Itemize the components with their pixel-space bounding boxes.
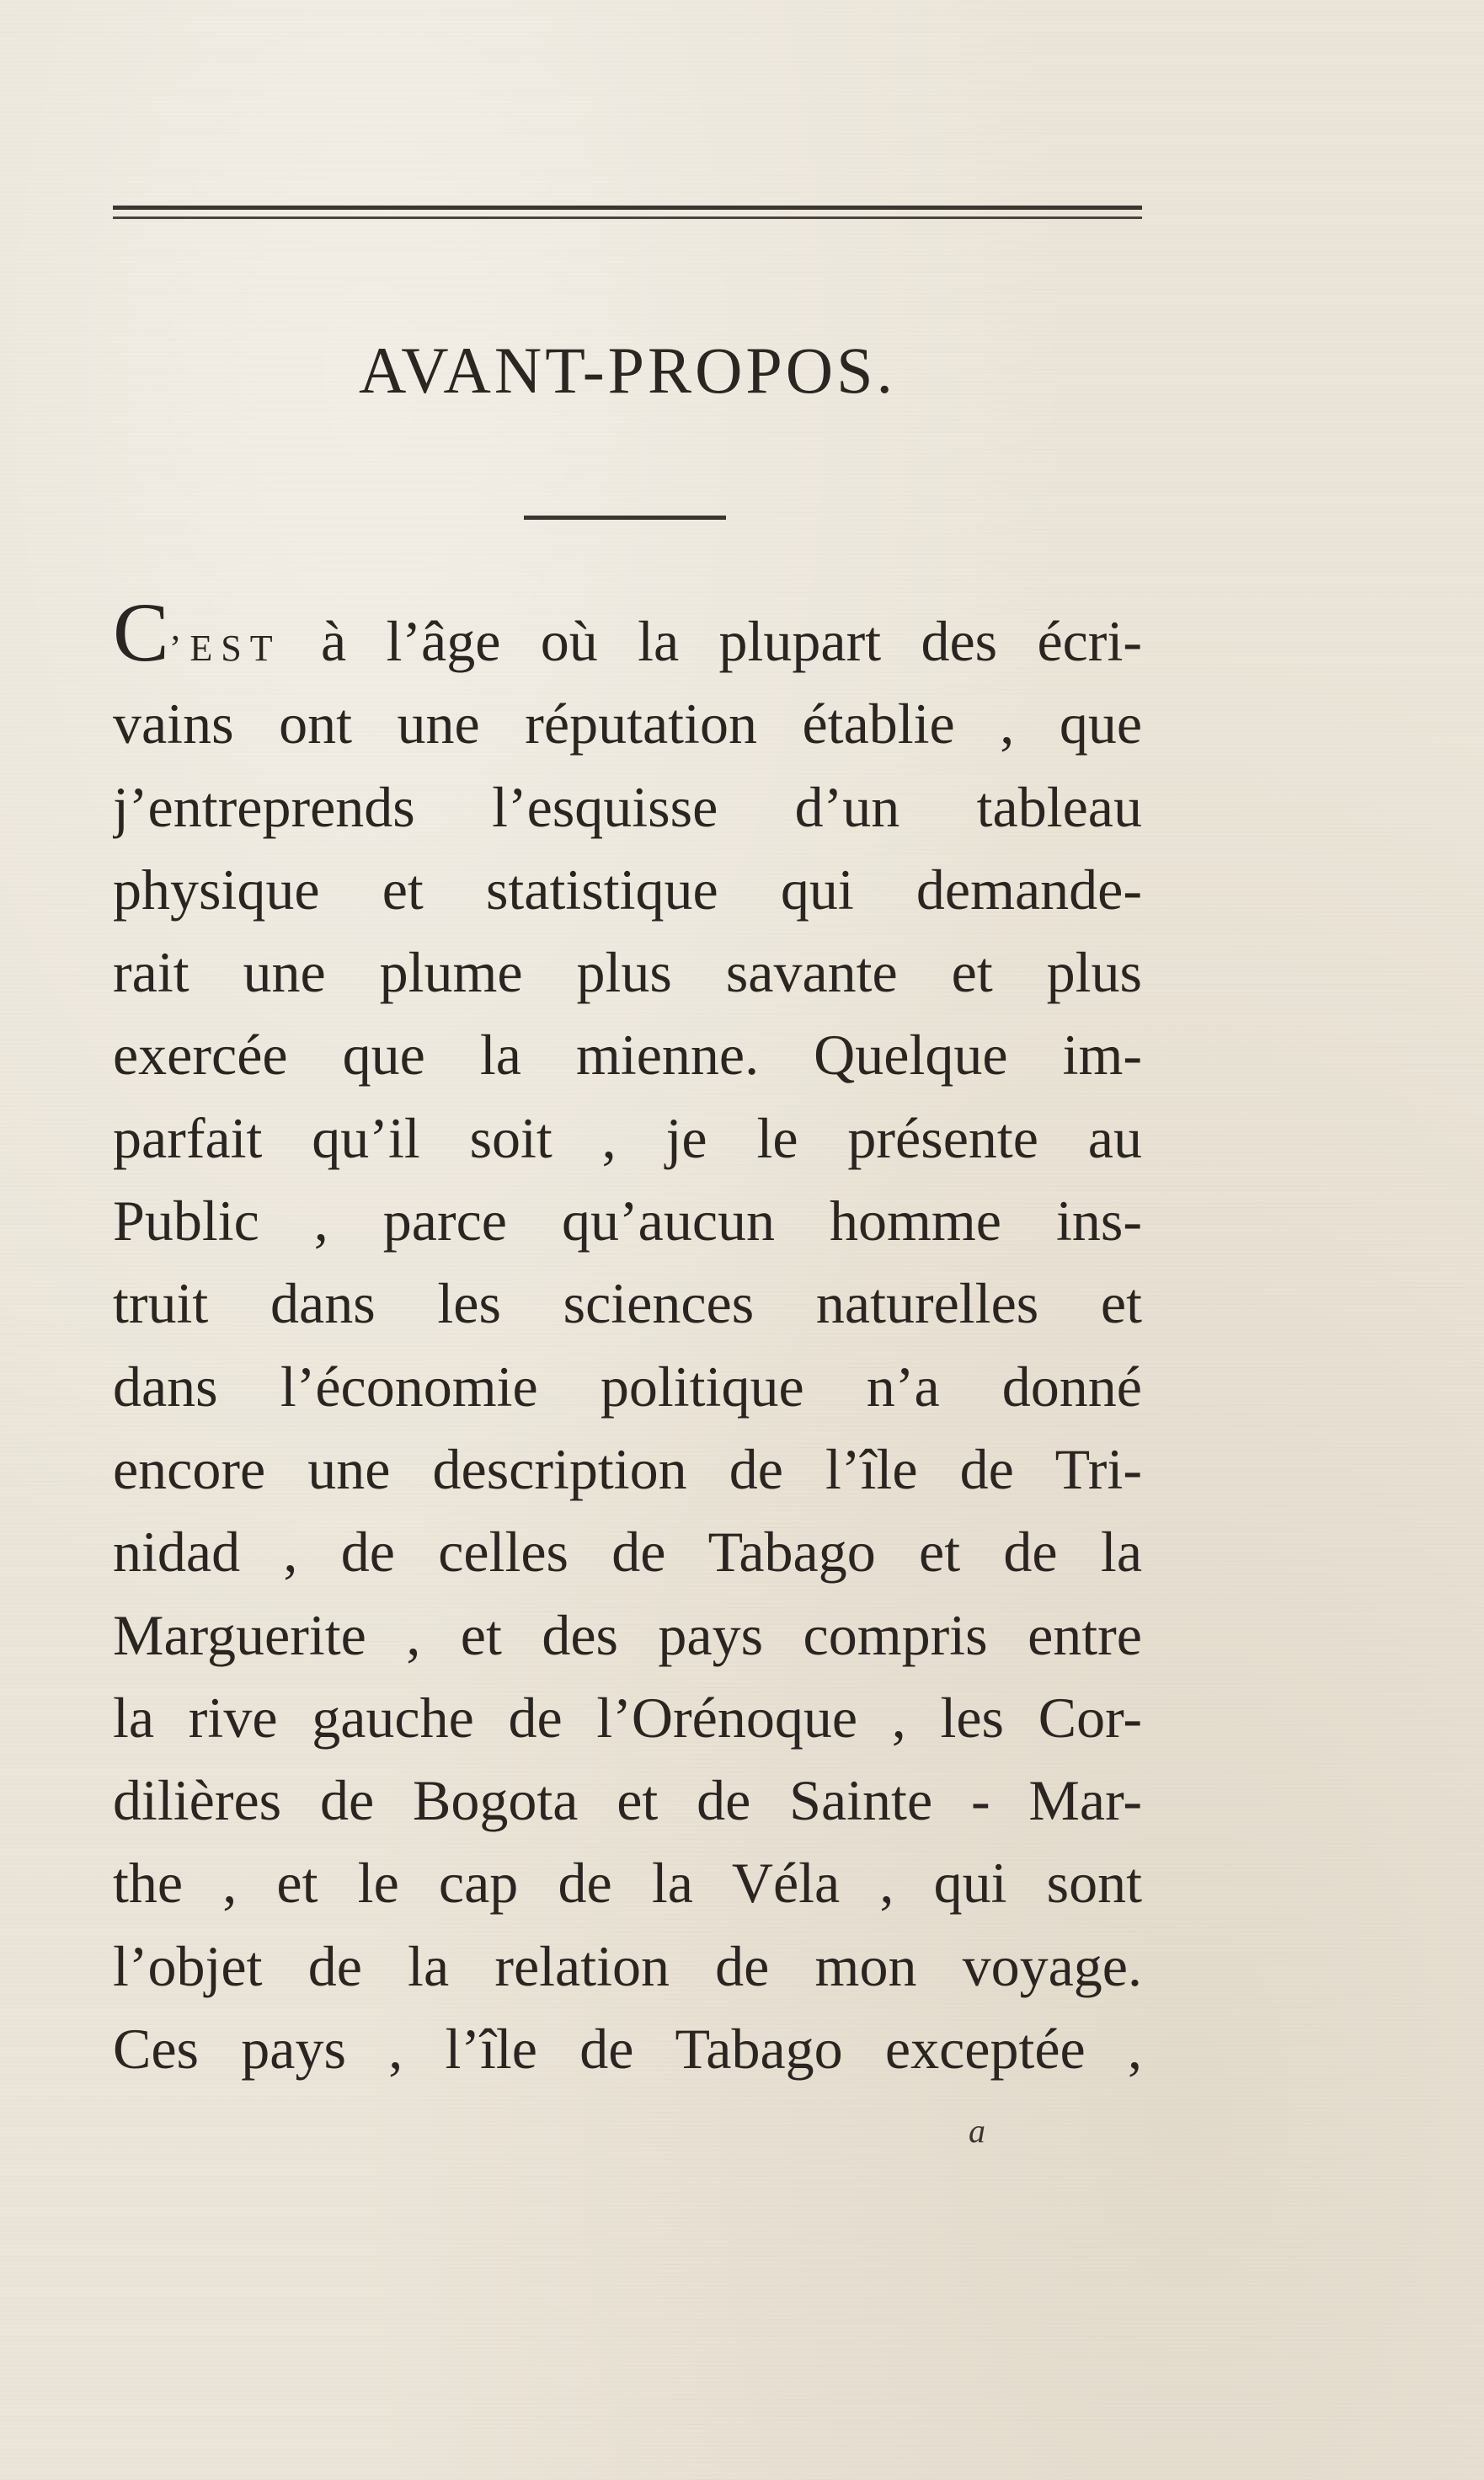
drop-cap: C bbox=[113, 600, 169, 679]
signature-mark: a bbox=[969, 2112, 985, 2150]
text-line-6: exercée que la mienne. Quelque im- bbox=[113, 1023, 1142, 1088]
text-line-4: physique et statistique qui demande- bbox=[113, 857, 1142, 922]
text-line-7: parfait qu’il soit , je le présente au bbox=[113, 1105, 1142, 1170]
text-line-8: Public , parce qu’aucun homme ins- bbox=[113, 1189, 1142, 1253]
text-line-17: l’objet de la relation de mon voyage. bbox=[113, 1933, 1142, 1998]
small-caps-word: ’EST bbox=[168, 628, 281, 669]
text-line-5: rait une plume plus savante et plus bbox=[113, 940, 1142, 1005]
top-rule-thick bbox=[113, 206, 1142, 210]
body-paragraph bbox=[113, 600, 1142, 2090]
text-line-3: j’entreprends l’esquisse d’un tableau bbox=[113, 774, 1142, 839]
text-line-18: Ces pays , l’île de Tabago exceptée , bbox=[113, 2017, 1142, 2082]
top-double-rule bbox=[113, 206, 1142, 224]
page-title: AVANT-PROPOS. bbox=[359, 334, 896, 407]
text-line-16: the , et le cap de la Véla , qui sont bbox=[113, 1851, 1142, 1916]
text-line-11: encore une description de l’île de Tri- bbox=[113, 1436, 1142, 1501]
top-rule-thin bbox=[113, 216, 1142, 219]
text-line-15: dilières de Bogota et de Sainte - Mar- bbox=[113, 1768, 1142, 1833]
text-line-13: Marguerite , et des pays compris entre bbox=[113, 1602, 1142, 1667]
opening-line-rest: à l’âge où la plupart des écri- bbox=[280, 609, 1142, 673]
text-line-1 bbox=[113, 600, 1142, 682]
title-underline-rule bbox=[524, 516, 726, 520]
text-line-14: la rive gauche de l’Orénoque , les Cor- bbox=[113, 1685, 1142, 1750]
text-line-2: vains ont une réputation établie , que bbox=[113, 692, 1142, 756]
text-line-12: nidad , de celles de Tabago et de la bbox=[113, 1520, 1142, 1585]
text-line-9: truit dans les sciences naturelles et bbox=[113, 1271, 1142, 1336]
text-line-10: dans l’économie politique n’a donné bbox=[113, 1354, 1142, 1419]
